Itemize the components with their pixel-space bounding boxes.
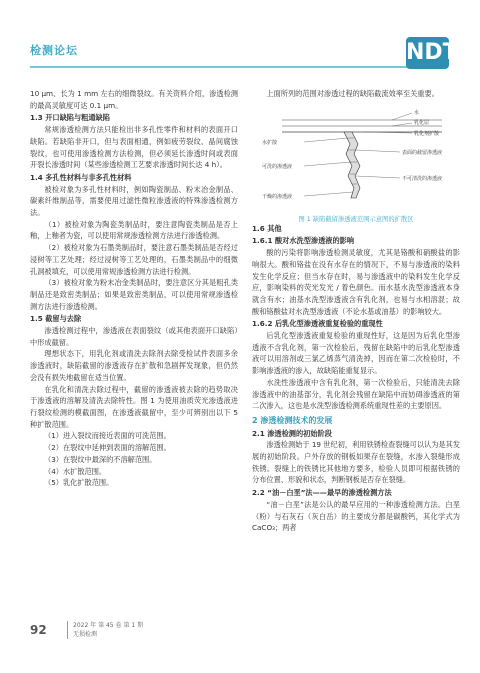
paragraph: 被检对象为多孔性材料时，例如陶瓷制品、粉末冶金制品、碳素纤维制品等，需要使用过滤性微粒渗透液的特殊渗透检测方法。 <box>30 184 238 218</box>
journal-footer <box>67 621 143 639</box>
journal-name: 无损检测 <box>73 631 98 638</box>
fig-label: 水扩散 <box>262 139 278 146</box>
paragraph: 后乳化型渗透液重复检验的重现性好，这是因为后乳化型渗透液不含乳化剂，第一次检验后，残留在缺陷中的后乳化型渗透液可以用溶剂或三氯乙烯蒸气清洗掉，因而在第二次检验时，不影响渗透液的渗入，故缺陷能重复显示。 <box>252 331 460 376</box>
paragraph: 常规渗透检测方法只能检出非多孔性零件和材料的表面开口缺陷。若缺陷非开口，但与表面相通，例如疲劳裂纹、晶间腐蚀裂纹，也可使用渗透检测方法检测，但必须延长渗透时间或表面开裂长渗透时间（某些渗透检测工艺要求渗透时间长达 4 h）。 <box>30 125 238 170</box>
fig-label: 乳化剂扩散 <box>414 130 440 137</box>
paragraph: （1）被检对象为陶瓷类制品时，要注意陶瓷类制品是否上釉，上釉者为瓷，可以使用常规渗透检测方法进行渗透检测。 <box>30 219 238 241</box>
journal-issue: 2022 年 第 45 卷 第 1 期 <box>73 622 144 629</box>
list-item: （3）在裂纹中最深的不溶解范围。 <box>44 454 157 464</box>
paragraph: 水洗性渗透液中含有乳化剂，第一次检验后，只能清洗去除渗透液中的油基部分，乳化剂会残留在缺陷中而妨碍渗透液的第二次渗入，这也是水洗型渗透检测系统重现性差的主要原因。 <box>252 377 460 411</box>
section-title: 检测论坛 <box>30 44 78 57</box>
fig-label: 水 <box>414 109 420 116</box>
heading-1-6-2: 1.6.2 后乳化型渗透液重复检验的重现性 <box>252 319 383 329</box>
paragraph: （2）被检对象为石墨类制品时，要注意石墨类制品是否经过浸树等工艺处理；经过浸树等工艺处理的，石墨类制品中的细微孔洞被填充，可以使用常规渗透检测方法进行检测。 <box>30 243 238 276</box>
paragraph: 渗透检测始于 19 世纪初，利用铁锈检查裂缝可以认为是其发展的初始阶段。户外存放的钢板如果存在裂缝，水渗入裂缝形成铁锈。裂缝上的铁锈比其他地方要多，检验人员即可根据铁锈的分布位置、形貌和状态，判断钢板是否存在裂缝。 <box>252 440 460 485</box>
heading-2: 2 渗透检测技术的发展 <box>252 415 333 425</box>
figure-1 <box>252 104 460 222</box>
paragraph: 在乳化和清洗去除过程中，截留的渗透液被去除的趋势取决于渗透液的溶解及清洗去除特性。图 1 为使用油质荧光渗透液进行裂纹检测的模截面图，在渗透液截留中，至少可辨别出以下 5 种扩散范围。 <box>30 384 238 429</box>
paragraph: 10 μm、长为 1 mm 左右的细微裂纹。有关资料介绍，渗透检测的最高灵敏度可达 0.1 μm。 <box>30 89 238 110</box>
paragraph: “油－白垩”法是公认的最早应用的一种渗透检测方法。白垩（粉）与石灰石（灰白岳）的主要成分都是碳酸钙，其化学式为 CaCO₃；两者 <box>252 499 460 533</box>
heading-1-4: 1.4 多孔性材料与非多孔性材料 <box>30 172 132 182</box>
heading-1-3: 1.3 开口缺陷与粗通缺陷 <box>30 113 110 123</box>
paragraph: 渗透检测过程中，渗透液在表面裂纹（或其他表面开口缺陷）中形成截留。 <box>30 326 238 347</box>
list-item: （4）水扩散范围。 <box>44 466 107 476</box>
fig-label: 乳化层 <box>414 119 430 126</box>
fig-label: 表面的截留渗透液 <box>402 149 443 156</box>
paragraph: 理想状态下，用乳化剂或清洗去除剂去除受检试件表面多余渗透液时，缺陷截留的渗透液存在扩散和急剧挥发现象，但仍然会没有损失地截留在适当位置。 <box>30 349 238 382</box>
crack-diagram <box>252 104 460 212</box>
heading-1-6-1: 1.6.1 酸对水洗型渗透液的影响 <box>252 236 355 246</box>
ndt-logo: NDT <box>406 37 449 69</box>
list-item: （5）乳化扩散范围。 <box>44 478 114 488</box>
list-item: （1）进入裂纹而接近表面的可洗范围。 <box>44 431 171 441</box>
paragraph: （3）被检对象为粉末冶金类制品时，要注意区分其是粗孔类制品还是致密类制品；如果是致密类制品，可以使用常规渗透检测方法进行渗透检测。 <box>30 278 238 311</box>
list-item: （2）在裂纹中延伸到表面的溶解范围。 <box>44 443 171 453</box>
heading-2-1: 2.1 渗透检测的初始阶段 <box>252 428 332 438</box>
left-column <box>30 88 238 489</box>
fig-label: 干燥的渗透液 <box>262 193 293 200</box>
paragraph: 上面所列的范围对渗透过程的缺陷截流效率至关重要。 <box>266 89 439 98</box>
header-rule <box>30 66 408 68</box>
heading-1-6: 1.6 其他 <box>252 223 282 233</box>
right-column <box>252 88 460 534</box>
figure-caption: 图 1 缺陷截留渗透液范围示意图的扩散区 <box>298 215 414 223</box>
page-number: 92 <box>30 623 47 637</box>
heading-1-5: 1.5 截留与去除 <box>30 314 82 324</box>
heading-2-2: 2.2 “油－白垩”法——最早的渗透检测方法 <box>252 488 392 498</box>
paragraph: 酸的污染将影响渗透检测灵敏度，尤其是铬酸和硝酸盐的影响很大。酸和铬盐在没有水存在的情况下，不易与渗透液的染料发生化学反应；但当水存在时，易与渗透液中的染料发生化学反应，影响染料的荧光发光 / 着色颜色。而水基水洗型渗透液本身就含有水；油基水洗型渗透液含有乳化剂，也易与水相溶混；故酸和铬酸盐对水洗型渗透液（不论水基或油基）的影响较大。 <box>252 248 460 316</box>
fig-label: 可洗的渗透液 <box>262 163 293 170</box>
fig-label: 不可清洗的渗透液 <box>402 175 443 182</box>
